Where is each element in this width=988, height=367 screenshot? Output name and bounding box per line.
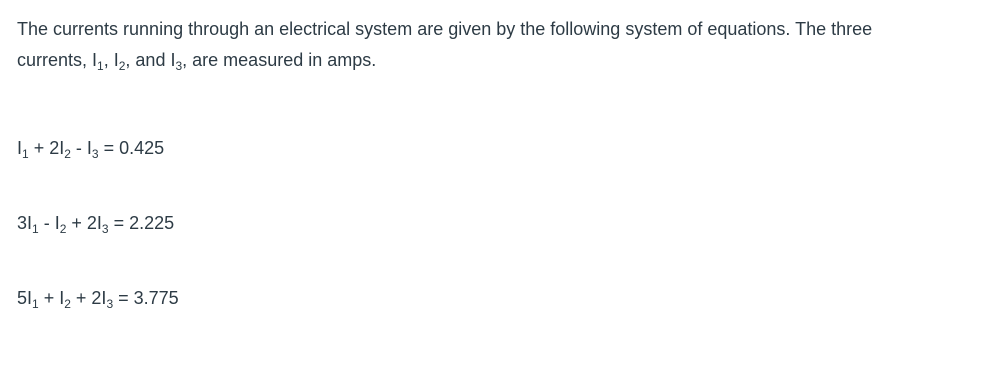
equation-3: [17, 286, 179, 310]
intro-line-1: The currents running through an electrical system are given by the following system of equations. The three: [17, 19, 873, 39]
equation-1: [17, 136, 164, 160]
subscript: 2: [64, 297, 71, 311]
intro-text-part: , and I: [125, 50, 176, 70]
problem-statement: [17, 14, 977, 76]
equation-2: [17, 211, 174, 235]
equation-rhs: = 0.425: [98, 138, 165, 158]
equation-term: - I: [70, 138, 92, 158]
subscript: 1: [32, 297, 39, 311]
subscript: 2: [64, 147, 71, 161]
equation-term: + I: [38, 288, 65, 308]
equation-term: + 2I: [66, 213, 102, 233]
equation-term: - I: [38, 213, 60, 233]
intro-text-part: , are measured in amps.: [182, 50, 377, 70]
equation-term: + 2I: [70, 288, 107, 308]
subscript: 3: [175, 59, 183, 73]
subscript: 1: [22, 147, 29, 161]
intro-text-part: currents, I: [17, 50, 98, 70]
subscript: 3: [101, 222, 109, 236]
subscript: 3: [91, 147, 99, 161]
equation-rhs: = 3.775: [113, 288, 179, 308]
subscript: 1: [32, 222, 39, 236]
intro-text: [17, 14, 977, 76]
subscript: 1: [97, 59, 104, 73]
subscript: 2: [118, 59, 126, 73]
equation-term: 5I: [17, 288, 33, 308]
subscript: 2: [59, 222, 67, 236]
intro-text-part: , I: [103, 50, 119, 70]
subscript: 3: [106, 297, 114, 311]
equation-term: 3I: [17, 213, 33, 233]
equation-term: + 2I: [28, 138, 65, 158]
equation-rhs: = 2.225: [108, 213, 175, 233]
equation-term: I: [17, 138, 23, 158]
